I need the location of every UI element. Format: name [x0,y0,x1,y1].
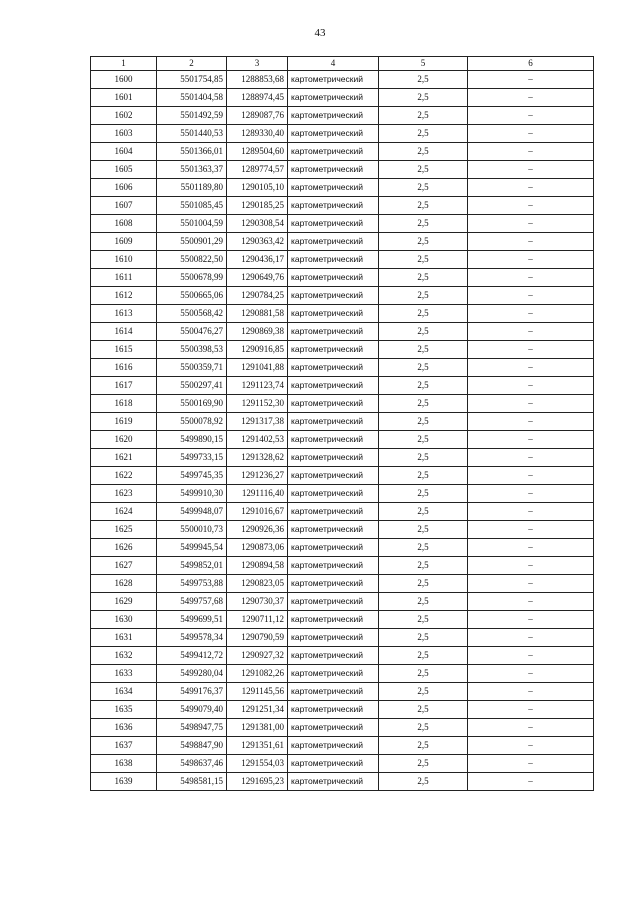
cell-x-coordinate: 5500901,29 [157,233,227,251]
cell-y-coordinate: 1291145,56 [227,683,288,701]
cell-accuracy: 2,5 [379,323,468,341]
table-row [91,323,594,341]
cell-accuracy: 2,5 [379,611,468,629]
cell-y-coordinate: 1288853,68 [227,71,288,89]
cell-description: – [468,665,594,683]
table-row [91,665,594,683]
cell-point-number: 1605 [91,161,157,179]
cell-point-number: 1624 [91,503,157,521]
cell-method: картометрический [288,251,379,269]
cell-point-number: 1625 [91,521,157,539]
cell-accuracy: 2,5 [379,143,468,161]
cell-y-coordinate: 1291082,26 [227,665,288,683]
cell-method: картометрический [288,611,379,629]
table-row [91,89,594,107]
table-row [91,161,594,179]
table-row [91,233,594,251]
cell-y-coordinate: 1290784,25 [227,287,288,305]
cell-point-number: 1622 [91,467,157,485]
cell-point-number: 1604 [91,143,157,161]
cell-point-number: 1600 [91,71,157,89]
cell-accuracy: 2,5 [379,107,468,125]
cell-x-coordinate: 5500078,92 [157,413,227,431]
cell-method: картометрический [288,161,379,179]
cell-description: – [468,161,594,179]
cell-method: картометрический [288,179,379,197]
cell-method: картометрический [288,629,379,647]
table-row [91,539,594,557]
cell-accuracy: 2,5 [379,719,468,737]
cell-point-number: 1638 [91,755,157,773]
cell-point-number: 1610 [91,251,157,269]
cell-point-number: 1623 [91,485,157,503]
table-row [91,575,594,593]
cell-x-coordinate: 5500297,41 [157,377,227,395]
cell-y-coordinate: 1290927,32 [227,647,288,665]
cell-description: – [468,107,594,125]
cell-x-coordinate: 5499753,88 [157,575,227,593]
cell-y-coordinate: 1290436,17 [227,251,288,269]
table-row [91,377,594,395]
cell-accuracy: 2,5 [379,251,468,269]
cell-point-number: 1613 [91,305,157,323]
cell-point-number: 1621 [91,449,157,467]
cell-description: – [468,701,594,719]
table-row [91,593,594,611]
table-row [91,737,594,755]
cell-accuracy: 2,5 [379,701,468,719]
cell-point-number: 1603 [91,125,157,143]
cell-point-number: 1629 [91,593,157,611]
table-row [91,287,594,305]
cell-x-coordinate: 5499280,04 [157,665,227,683]
cell-x-coordinate: 5501004,59 [157,215,227,233]
cell-y-coordinate: 1290363,42 [227,233,288,251]
cell-description: – [468,467,594,485]
cell-accuracy: 2,5 [379,395,468,413]
cell-accuracy: 2,5 [379,89,468,107]
cell-accuracy: 2,5 [379,683,468,701]
cell-accuracy: 2,5 [379,575,468,593]
cell-description: – [468,755,594,773]
cell-y-coordinate: 1291402,53 [227,431,288,449]
cell-point-number: 1634 [91,683,157,701]
cell-point-number: 1639 [91,773,157,791]
cell-description: – [468,521,594,539]
cell-y-coordinate: 1288974,45 [227,89,288,107]
table-row [91,503,594,521]
cell-method: картометрический [288,539,379,557]
cell-x-coordinate: 5501440,53 [157,125,227,143]
table-row [91,719,594,737]
cell-y-coordinate: 1289087,76 [227,107,288,125]
cell-y-coordinate: 1291328,62 [227,449,288,467]
cell-y-coordinate: 1291317,38 [227,413,288,431]
cell-x-coordinate: 5500010,73 [157,521,227,539]
cell-x-coordinate: 5501363,37 [157,161,227,179]
cell-y-coordinate: 1291152,30 [227,395,288,413]
cell-method: картометрический [288,269,379,287]
cell-y-coordinate: 1291251,34 [227,701,288,719]
cell-method: картометрический [288,521,379,539]
cell-x-coordinate: 5499745,35 [157,467,227,485]
cell-y-coordinate: 1291554,03 [227,755,288,773]
cell-x-coordinate: 5500822,50 [157,251,227,269]
cell-x-coordinate: 5498947,75 [157,719,227,737]
table-row [91,449,594,467]
cell-x-coordinate: 5498637,46 [157,755,227,773]
cell-accuracy: 2,5 [379,359,468,377]
cell-point-number: 1616 [91,359,157,377]
table-row [91,71,594,89]
cell-accuracy: 2,5 [379,449,468,467]
table-row [91,395,594,413]
column-header-5: 5 [379,57,468,71]
cell-accuracy: 2,5 [379,413,468,431]
cell-accuracy: 2,5 [379,341,468,359]
cell-point-number: 1607 [91,197,157,215]
cell-description: – [468,287,594,305]
cell-description: – [468,233,594,251]
cell-point-number: 1608 [91,215,157,233]
cell-method: картометрический [288,233,379,251]
cell-x-coordinate: 5500665,06 [157,287,227,305]
cell-method: картометрический [288,359,379,377]
cell-accuracy: 2,5 [379,269,468,287]
cell-point-number: 1618 [91,395,157,413]
cell-description: – [468,647,594,665]
table-row [91,305,594,323]
cell-description: – [468,539,594,557]
cell-accuracy: 2,5 [379,539,468,557]
cell-x-coordinate: 5500398,53 [157,341,227,359]
cell-method: картометрический [288,431,379,449]
cell-y-coordinate: 1290185,25 [227,197,288,215]
cell-point-number: 1626 [91,539,157,557]
cell-point-number: 1609 [91,233,157,251]
cell-x-coordinate: 5499852,01 [157,557,227,575]
cell-description: – [468,143,594,161]
cell-x-coordinate: 5501085,45 [157,197,227,215]
cell-method: картометрический [288,557,379,575]
cell-point-number: 1619 [91,413,157,431]
column-header-3: 3 [227,57,288,71]
cell-y-coordinate: 1289330,40 [227,125,288,143]
cell-description: – [468,395,594,413]
cell-method: картометрический [288,395,379,413]
cell-method: картометрический [288,71,379,89]
cell-y-coordinate: 1291236,27 [227,467,288,485]
cell-point-number: 1628 [91,575,157,593]
cell-y-coordinate: 1291695,23 [227,773,288,791]
cell-x-coordinate: 5499910,30 [157,485,227,503]
cell-point-number: 1614 [91,323,157,341]
cell-accuracy: 2,5 [379,233,468,251]
cell-x-coordinate: 5501366,01 [157,143,227,161]
cell-point-number: 1617 [91,377,157,395]
cell-description: – [468,485,594,503]
cell-method: картометрический [288,323,379,341]
cell-description: – [468,377,594,395]
cell-method: картометрический [288,197,379,215]
cell-x-coordinate: 5500568,42 [157,305,227,323]
cell-method: картометрический [288,665,379,683]
page-number: 43 [314,27,326,39]
cell-description: – [468,323,594,341]
cell-description: – [468,629,594,647]
cell-x-coordinate: 5499079,40 [157,701,227,719]
cell-x-coordinate: 5500169,90 [157,395,227,413]
cell-accuracy: 2,5 [379,161,468,179]
cell-y-coordinate: 1289504,60 [227,143,288,161]
cell-accuracy: 2,5 [379,467,468,485]
table-row [91,413,594,431]
cell-y-coordinate: 1290916,85 [227,341,288,359]
cell-method: картометрический [288,305,379,323]
cell-y-coordinate: 1290711,12 [227,611,288,629]
cell-point-number: 1601 [91,89,157,107]
cell-y-coordinate: 1290873,06 [227,539,288,557]
cell-y-coordinate: 1291351,61 [227,737,288,755]
table-row [91,197,594,215]
table-row [91,215,594,233]
cell-x-coordinate: 5500678,99 [157,269,227,287]
cell-method: картометрический [288,215,379,233]
table-row [91,359,594,377]
cell-y-coordinate: 1291016,67 [227,503,288,521]
cell-description: – [468,557,594,575]
table-row [91,701,594,719]
cell-method: картометрический [288,125,379,143]
cell-description: – [468,305,594,323]
cell-x-coordinate: 5499948,07 [157,503,227,521]
cell-description: – [468,125,594,143]
cell-description: – [468,341,594,359]
column-header-2: 2 [157,57,227,71]
cell-x-coordinate: 5500359,71 [157,359,227,377]
cell-method: картометрический [288,287,379,305]
cell-description: – [468,683,594,701]
cell-method: картометрический [288,485,379,503]
cell-point-number: 1615 [91,341,157,359]
cell-y-coordinate: 1290926,36 [227,521,288,539]
table-row [91,773,594,791]
cell-x-coordinate: 5499578,34 [157,629,227,647]
cell-y-coordinate: 1290823,05 [227,575,288,593]
cell-x-coordinate: 5499757,68 [157,593,227,611]
cell-description: – [468,251,594,269]
cell-accuracy: 2,5 [379,377,468,395]
cell-accuracy: 2,5 [379,305,468,323]
cell-y-coordinate: 1291123,74 [227,377,288,395]
cell-point-number: 1630 [91,611,157,629]
table-row [91,341,594,359]
cell-method: картометрический [288,341,379,359]
cell-point-number: 1606 [91,179,157,197]
cell-description: – [468,413,594,431]
cell-accuracy: 2,5 [379,593,468,611]
cell-description: – [468,359,594,377]
cell-y-coordinate: 1290105,10 [227,179,288,197]
cell-method: картометрический [288,449,379,467]
cell-x-coordinate: 5501189,80 [157,179,227,197]
cell-y-coordinate: 1290308,54 [227,215,288,233]
cell-x-coordinate: 5499699,51 [157,611,227,629]
cell-accuracy: 2,5 [379,197,468,215]
table-row [91,485,594,503]
table-row [91,143,594,161]
table-row [91,629,594,647]
cell-point-number: 1612 [91,287,157,305]
cell-description: – [468,611,594,629]
cell-y-coordinate: 1289774,57 [227,161,288,179]
cell-point-number: 1636 [91,719,157,737]
cell-y-coordinate: 1290881,58 [227,305,288,323]
cell-description: – [468,269,594,287]
cell-x-coordinate: 5499733,15 [157,449,227,467]
cell-method: картометрический [288,737,379,755]
cell-y-coordinate: 1291381,00 [227,719,288,737]
table-row [91,251,594,269]
column-header-1: 1 [91,57,157,71]
cell-description: – [468,449,594,467]
cell-accuracy: 2,5 [379,485,468,503]
cell-y-coordinate: 1290649,76 [227,269,288,287]
cell-method: картометрический [288,755,379,773]
cell-method: картометрический [288,143,379,161]
cell-method: картометрический [288,701,379,719]
table-row [91,647,594,665]
cell-description: – [468,503,594,521]
table-row [91,557,594,575]
cell-description: – [468,179,594,197]
cell-y-coordinate: 1291041,88 [227,359,288,377]
cell-point-number: 1620 [91,431,157,449]
cell-description: – [468,719,594,737]
cell-method: картометрический [288,647,379,665]
cell-accuracy: 2,5 [379,737,468,755]
cell-description: – [468,71,594,89]
cell-description: – [468,737,594,755]
cell-accuracy: 2,5 [379,647,468,665]
column-header-4: 4 [288,57,379,71]
cell-x-coordinate: 5501492,59 [157,107,227,125]
cell-accuracy: 2,5 [379,521,468,539]
cell-accuracy: 2,5 [379,629,468,647]
cell-point-number: 1627 [91,557,157,575]
cell-method: картометрический [288,467,379,485]
cell-y-coordinate: 1291116,40 [227,485,288,503]
cell-y-coordinate: 1290869,38 [227,323,288,341]
cell-point-number: 1635 [91,701,157,719]
column-header-6: 6 [468,57,594,71]
cell-x-coordinate: 5499412,72 [157,647,227,665]
cell-x-coordinate: 5500476,27 [157,323,227,341]
cell-description: – [468,215,594,233]
cell-method: картометрический [288,413,379,431]
cell-accuracy: 2,5 [379,71,468,89]
table-row [91,683,594,701]
cell-method: картометрический [288,773,379,791]
table-row [91,107,594,125]
cell-method: картометрический [288,593,379,611]
cell-method: картометрический [288,683,379,701]
cell-x-coordinate: 5499176,37 [157,683,227,701]
table-row [91,755,594,773]
cell-x-coordinate: 5499890,15 [157,431,227,449]
cell-description: – [468,593,594,611]
table-header-row [91,57,594,71]
cell-accuracy: 2,5 [379,665,468,683]
table-row [91,125,594,143]
cell-description: – [468,89,594,107]
cell-x-coordinate: 5501754,85 [157,71,227,89]
coordinates-table [90,56,594,791]
cell-method: картометрический [288,719,379,737]
cell-point-number: 1602 [91,107,157,125]
cell-method: картометрический [288,503,379,521]
table-row [91,431,594,449]
cell-point-number: 1632 [91,647,157,665]
cell-method: картометрический [288,107,379,125]
table-row [91,611,594,629]
cell-accuracy: 2,5 [379,557,468,575]
cell-accuracy: 2,5 [379,215,468,233]
cell-method: картометрический [288,377,379,395]
table-row [91,269,594,287]
table-row [91,467,594,485]
cell-accuracy: 2,5 [379,773,468,791]
cell-description: – [468,197,594,215]
cell-description: – [468,773,594,791]
cell-point-number: 1631 [91,629,157,647]
cell-accuracy: 2,5 [379,503,468,521]
cell-y-coordinate: 1290790,59 [227,629,288,647]
cell-accuracy: 2,5 [379,179,468,197]
cell-point-number: 1611 [91,269,157,287]
table-row [91,179,594,197]
cell-accuracy: 2,5 [379,125,468,143]
cell-method: картометрический [288,89,379,107]
cell-point-number: 1633 [91,665,157,683]
cell-y-coordinate: 1290730,37 [227,593,288,611]
cell-description: – [468,431,594,449]
cell-method: картометрический [288,575,379,593]
cell-point-number: 1637 [91,737,157,755]
cell-accuracy: 2,5 [379,287,468,305]
cell-y-coordinate: 1290894,58 [227,557,288,575]
cell-accuracy: 2,5 [379,755,468,773]
cell-x-coordinate: 5498847,90 [157,737,227,755]
cell-description: – [468,575,594,593]
cell-x-coordinate: 5498581,15 [157,773,227,791]
table-row [91,521,594,539]
cell-accuracy: 2,5 [379,431,468,449]
cell-x-coordinate: 5501404,58 [157,89,227,107]
cell-x-coordinate: 5499945,54 [157,539,227,557]
